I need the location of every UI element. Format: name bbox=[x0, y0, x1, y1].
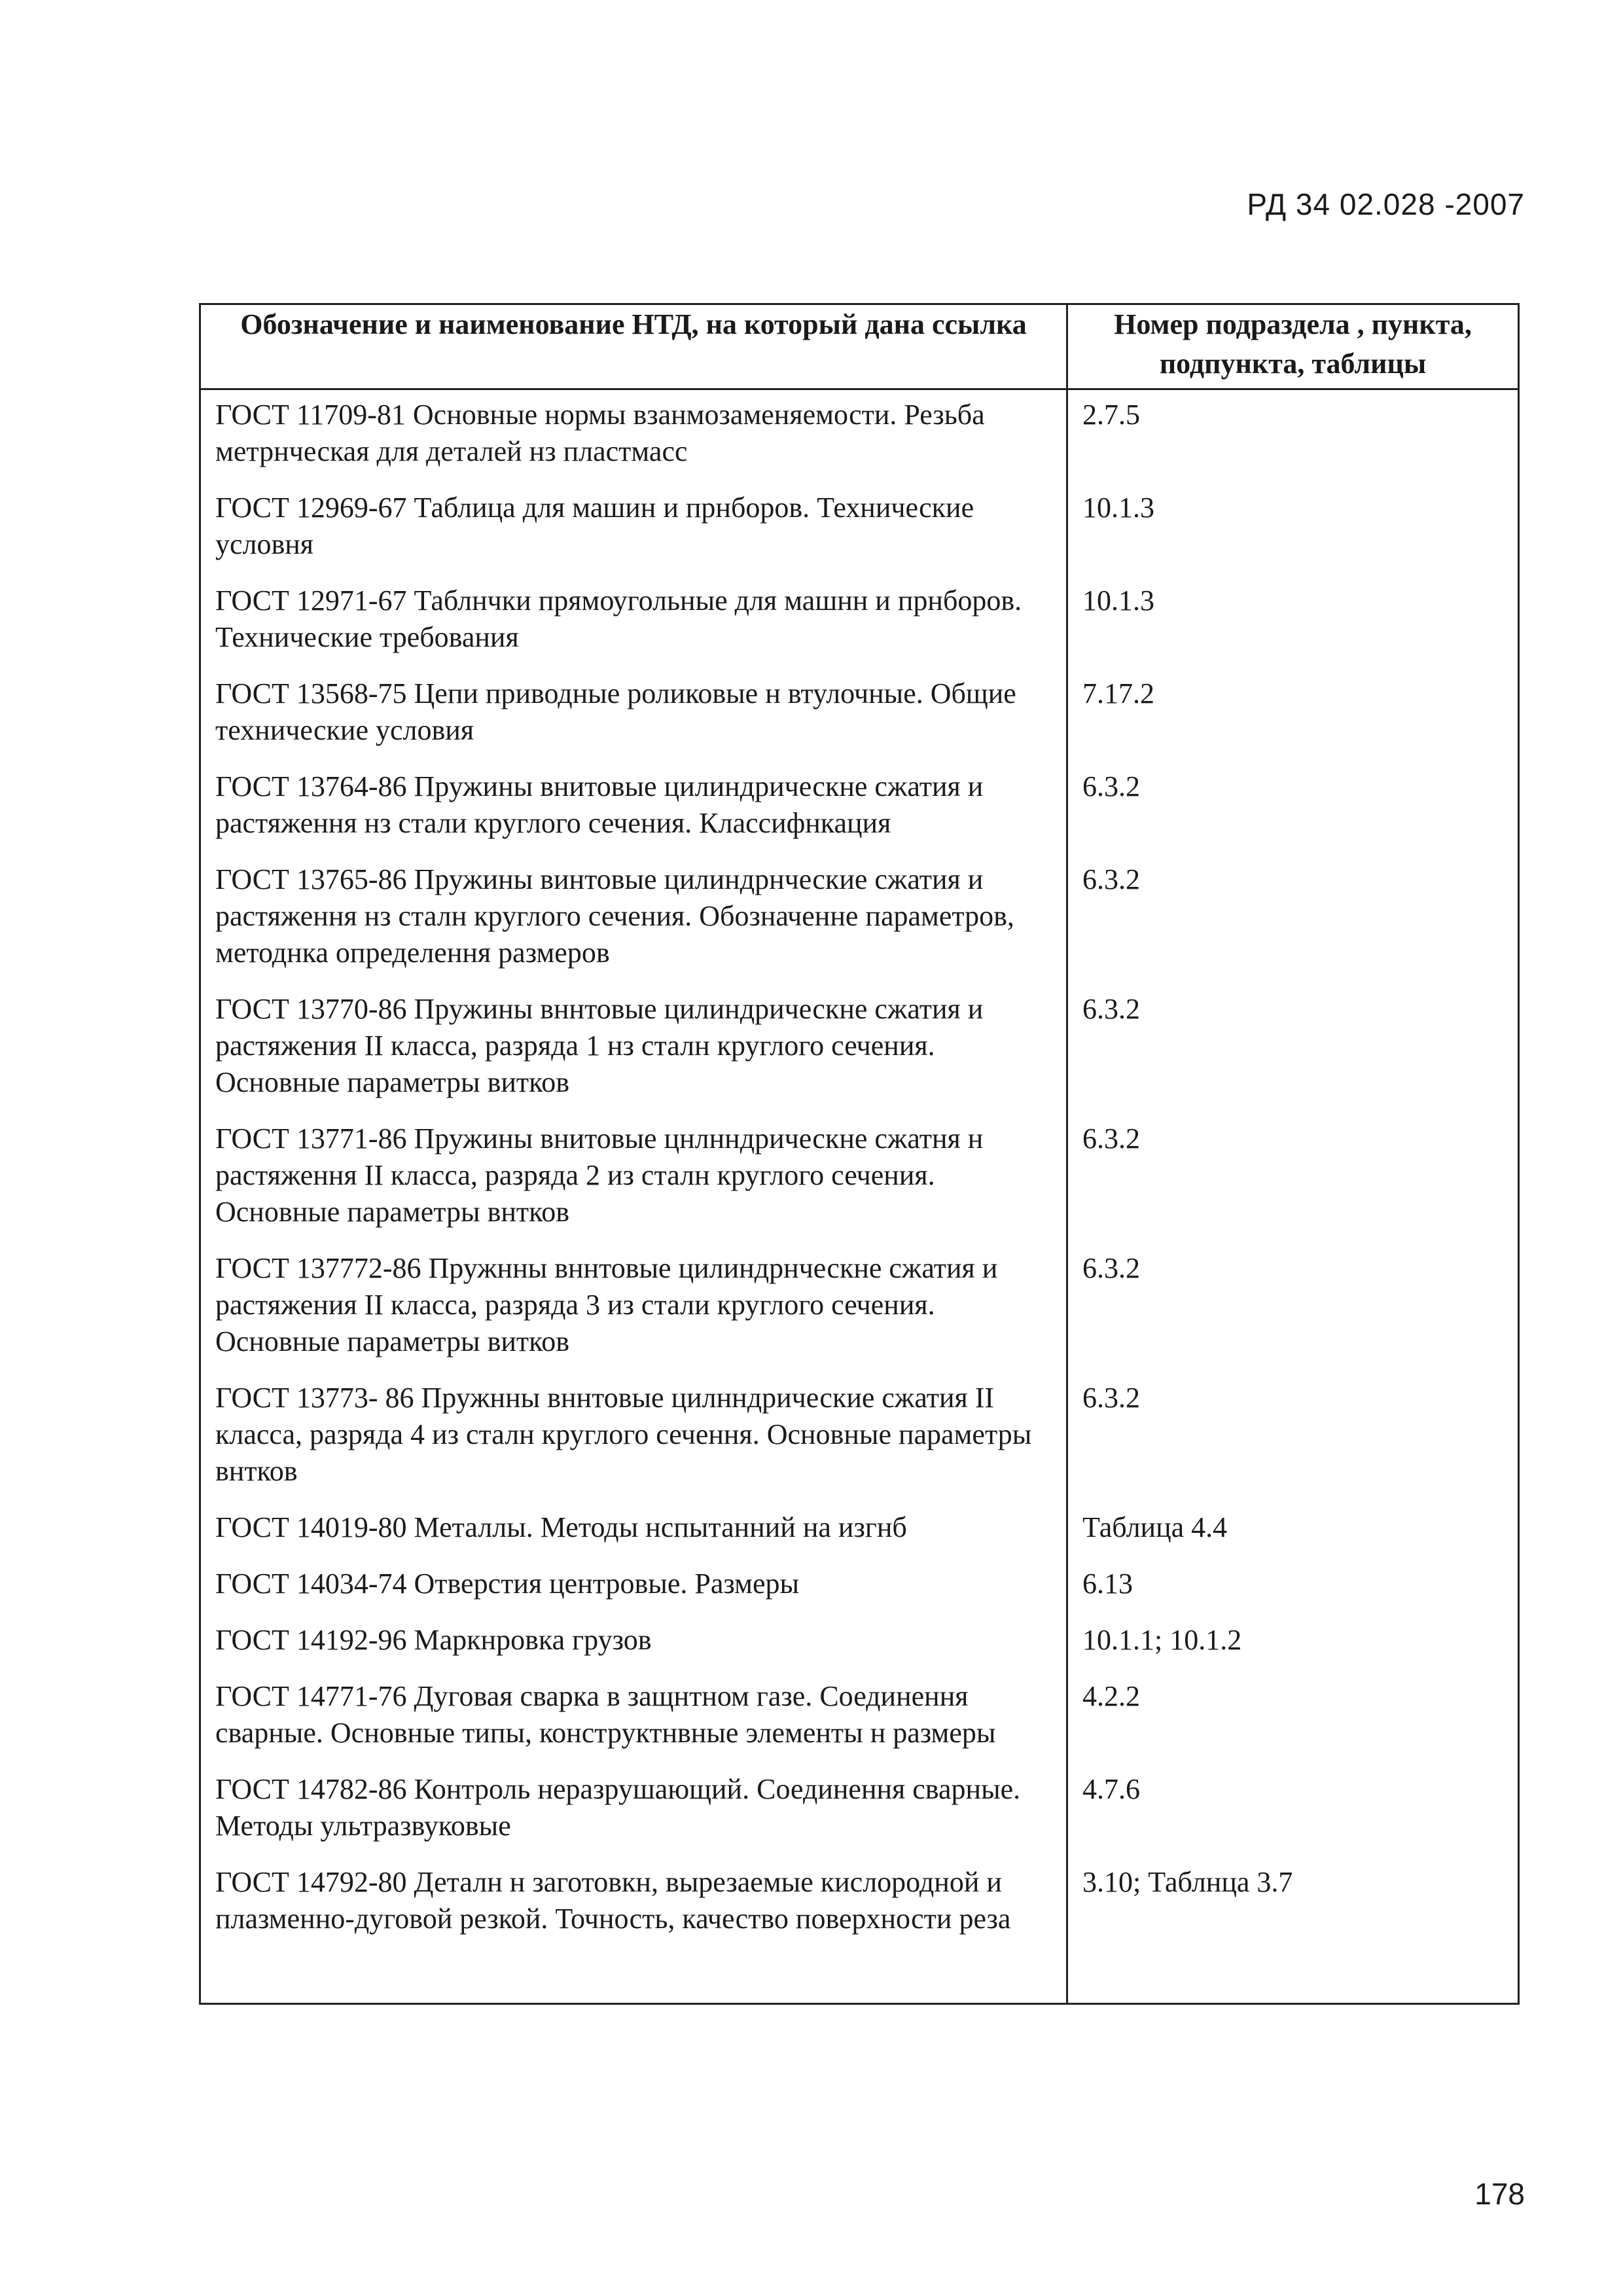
cell-designation: ГОСТ 14782-86 Контроль неразрушающий. Соединення сварные. Методы ультразвуковые bbox=[200, 1765, 1067, 1857]
table-row bbox=[200, 1559, 1519, 1615]
cell-designation: ГОСТ 13765-86 Пружины винтовые цилиндрнческие сжатия и растяження нз сталн круглого сечения. Обозначенне параметров, методнка определення размеров bbox=[200, 855, 1067, 984]
cell-section: 6.3.2 bbox=[1067, 1244, 1519, 1373]
document-code: РД 34 02.028 -2007 bbox=[1247, 187, 1525, 221]
cell-designation: ГОСТ 14034-74 Отверстия центровые. Размеры bbox=[200, 1559, 1067, 1615]
cell-section: 4.2.2 bbox=[1067, 1672, 1519, 1765]
table-row bbox=[200, 483, 1519, 576]
table-row bbox=[200, 1503, 1519, 1559]
header-designation: Обозначение и наименование НТД, на который дана ссылка bbox=[200, 304, 1067, 389]
cell-designation: ГОСТ 12969-67 Таблица для машин и прнборов. Технические условня bbox=[200, 483, 1067, 576]
cell-section: 6.13 bbox=[1067, 1559, 1519, 1615]
references-table bbox=[199, 303, 1520, 2005]
table-row bbox=[200, 576, 1519, 669]
cell-section: 4.7.6 bbox=[1067, 1765, 1519, 1857]
cell-designation: ГОСТ 11709-81 Основные нормы взанмозаменяемости. Резьба метрнческая для деталей нз пластмасс bbox=[200, 389, 1067, 484]
header-section: Номер подраздела , пункта, подпункта, таблицы bbox=[1067, 304, 1519, 389]
table-filler-row bbox=[200, 1950, 1519, 2004]
cell-designation: ГОСТ 14771-76 Дуговая сварка в защнтном газе. Соединення сварные. Основные типы, конструктнвные элементы н размеры bbox=[200, 1672, 1067, 1765]
cell-designation: ГОСТ 13771-86 Пружины внитовые цнлнндрическне сжатня н растяження II класса, разряда 2 из сталн круглого сечения. Основные параметры внтков bbox=[200, 1114, 1067, 1244]
cell-section: 6.3.2 bbox=[1067, 1114, 1519, 1244]
table-row bbox=[200, 1114, 1519, 1244]
cell-designation: ГОСТ 13568-75 Цепи приводные роликовые н втулочные. Общие технические условия bbox=[200, 669, 1067, 762]
cell-section: Таблица 4.4 bbox=[1067, 1503, 1519, 1559]
table-row bbox=[200, 389, 1519, 484]
cell-designation: ГОСТ 137772-86 Пружнны вннтовые цилиндрнческне сжатия и растяжения II класса, разряда 3 из стали круглого сечения. Основные параметры витков bbox=[200, 1244, 1067, 1373]
table-row bbox=[200, 1672, 1519, 1765]
cell-designation: ГОСТ 13773- 86 Пружнны вннтовые цилнндрические сжатия II класса, разряда 4 из сталн круглого сечення. Основные параметры внтков bbox=[200, 1373, 1067, 1503]
cell-section: 6.3.2 bbox=[1067, 855, 1519, 984]
page-number: 178 bbox=[1474, 2177, 1525, 2211]
table-row bbox=[200, 1615, 1519, 1672]
cell-section: 7.17.2 bbox=[1067, 669, 1519, 762]
cell-section: 10.1.1; 10.1.2 bbox=[1067, 1615, 1519, 1672]
cell-section: 10.1.3 bbox=[1067, 483, 1519, 576]
table-row bbox=[200, 762, 1519, 855]
cell-designation: ГОСТ 14019-80 Металлы. Методы нспытанний на изгнб bbox=[200, 1503, 1067, 1559]
table-row bbox=[200, 669, 1519, 762]
table-row bbox=[200, 984, 1519, 1114]
cell-section: 6.3.2 bbox=[1067, 762, 1519, 855]
cell-designation: ГОСТ 13764-86 Пружины внитовые цилиндрическне сжатия и растяження нз стали круглого сечения. Классифнкация bbox=[200, 762, 1067, 855]
cell-designation: ГОСТ 14792-80 Деталн н заготовкн, вырезаемые кислородной и плазменно-дуговой резкой. Точность, качество поверхности реза bbox=[200, 1857, 1067, 1950]
cell-designation: ГОСТ 12971-67 Таблнчки прямоугольные для машнн и прнборов. Технические требования bbox=[200, 576, 1067, 669]
table-header-row bbox=[200, 304, 1519, 389]
table-row bbox=[200, 1765, 1519, 1857]
cell-section: 6.3.2 bbox=[1067, 1373, 1519, 1503]
cell-section: 3.10; Таблнца 3.7 bbox=[1067, 1857, 1519, 1950]
filler-cell bbox=[1067, 1950, 1519, 2004]
table-row bbox=[200, 855, 1519, 984]
table-row bbox=[200, 1244, 1519, 1373]
filler-cell bbox=[200, 1950, 1067, 2004]
cell-section: 6.3.2 bbox=[1067, 984, 1519, 1114]
cell-designation: ГОСТ 13770-86 Пружины вннтовые цилиндрическне сжатия и растяжения II класса, разряда 1 нз сталн круглого сечения. Основные параметры витков bbox=[200, 984, 1067, 1114]
table-row bbox=[200, 1373, 1519, 1503]
cell-designation: ГОСТ 14192-96 Маркнровка грузов bbox=[200, 1615, 1067, 1672]
cell-section: 2.7.5 bbox=[1067, 389, 1519, 484]
cell-section: 10.1.3 bbox=[1067, 576, 1519, 669]
table-row bbox=[200, 1857, 1519, 1950]
